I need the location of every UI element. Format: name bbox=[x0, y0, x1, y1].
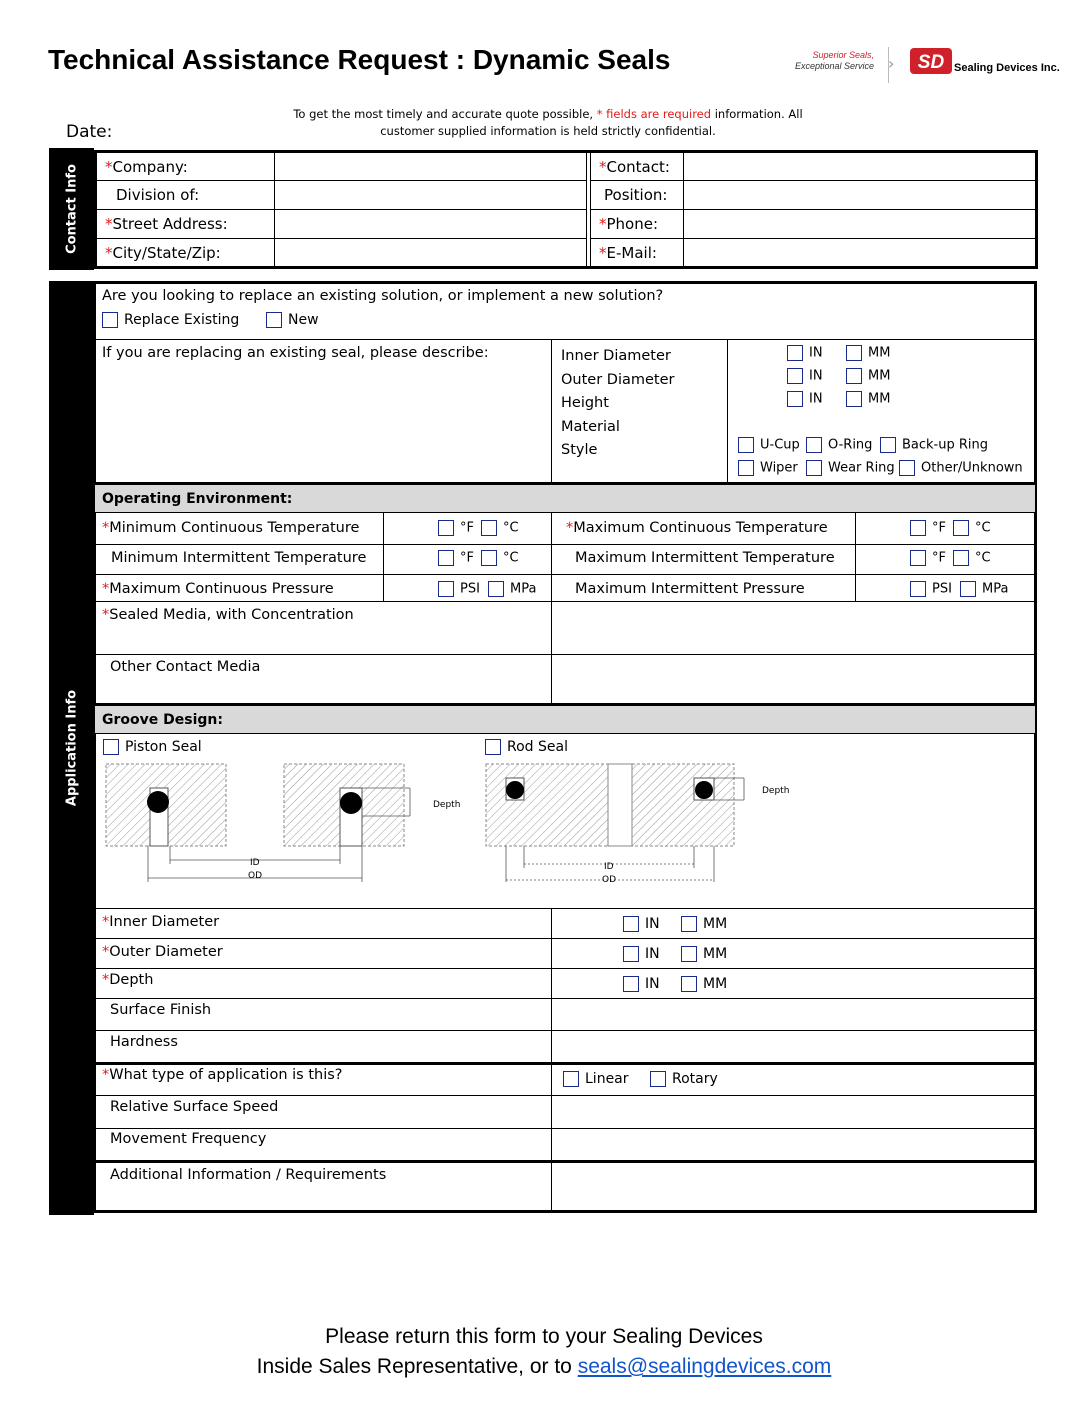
company-logo-icon bbox=[910, 48, 952, 74]
application-info-sidebar bbox=[49, 281, 94, 1215]
max-cont-press-psi[interactable]: PSI bbox=[438, 581, 480, 597]
groove-id-in[interactable]: IN bbox=[623, 916, 660, 932]
hardness-label: Hardness bbox=[110, 1034, 178, 1050]
logo-letters: SD bbox=[917, 52, 945, 73]
groove-depth-mm[interactable]: MM bbox=[681, 976, 727, 992]
od-mm-option[interactable]: MM bbox=[846, 368, 890, 384]
rod-depth-label: Depth bbox=[762, 786, 790, 796]
other-media-field[interactable] bbox=[552, 655, 1036, 703]
groove-inner-diameter-label: *Inner Diameter bbox=[102, 914, 220, 930]
contact-field[interactable] bbox=[684, 152, 1037, 181]
intro-text bbox=[290, 106, 806, 140]
phone-label: *Phone: bbox=[591, 210, 684, 239]
piston-seal-option[interactable]: Piston Seal bbox=[103, 739, 202, 755]
min-int-temp-label: Minimum Intermittent Temperature bbox=[111, 550, 367, 566]
other-media-label: Other Contact Media bbox=[110, 659, 261, 675]
min-int-temp-c[interactable]: °C bbox=[481, 550, 519, 566]
city-state-zip-label: *City/State/Zip: bbox=[96, 239, 275, 268]
date-label: Date: bbox=[66, 122, 113, 142]
replace-existing-checkbox[interactable] bbox=[102, 312, 118, 328]
groove-depth-label: *Depth bbox=[102, 972, 154, 988]
surface-speed-field[interactable] bbox=[552, 1096, 1036, 1128]
footer-line2: Inside Sales Representative, or to seals@sealingdevices.com bbox=[256, 1355, 832, 1378]
piston-seal-checkbox[interactable] bbox=[103, 739, 119, 755]
style-o-ring[interactable]: O-Ring bbox=[806, 437, 872, 453]
phone-field[interactable] bbox=[684, 210, 1037, 239]
position-label: Position: bbox=[591, 181, 684, 210]
new-option[interactable]: New bbox=[266, 312, 319, 328]
rod-id-label: ID bbox=[604, 862, 614, 872]
footer-text bbox=[0, 1322, 1088, 1382]
piston-depth-label: Depth bbox=[433, 800, 461, 810]
max-int-press-label: Maximum Intermittent Pressure bbox=[575, 581, 805, 597]
company-field[interactable] bbox=[275, 152, 587, 181]
application-info-label: Application Info bbox=[64, 689, 79, 807]
contact-info-sidebar bbox=[49, 148, 94, 270]
linear-checkbox[interactable] bbox=[563, 1071, 579, 1087]
dim-material: Material bbox=[561, 418, 620, 435]
contact-table bbox=[94, 150, 1038, 269]
id-in-option[interactable]: IN bbox=[787, 345, 823, 361]
contact-label: *Contact: bbox=[591, 152, 684, 181]
groove-design-header: Groove Design: bbox=[95, 703, 1035, 734]
email-label: *E-Mail: bbox=[591, 239, 684, 268]
id-mm-option[interactable]: MM bbox=[846, 345, 890, 361]
max-cont-temp-f[interactable]: °F bbox=[910, 520, 946, 536]
piston-od-label: OD bbox=[248, 871, 263, 881]
additional-info-label: Additional Information / Requirements bbox=[110, 1167, 387, 1183]
rotary-checkbox[interactable] bbox=[650, 1071, 666, 1087]
tagline-line1: Superior Seals, bbox=[812, 50, 874, 60]
style-back-up-ring[interactable]: Back-up Ring bbox=[880, 437, 988, 453]
groove-id-mm[interactable]: MM bbox=[681, 916, 727, 932]
chevron-right-icon: › bbox=[888, 54, 895, 73]
city-state-zip-field[interactable] bbox=[275, 239, 587, 268]
rod-seal-option[interactable]: Rod Seal bbox=[485, 739, 568, 755]
surface-speed-label: Relative Surface Speed bbox=[110, 1099, 279, 1115]
max-cont-temp-c[interactable]: °C bbox=[953, 520, 991, 536]
division-label: Division of: bbox=[96, 181, 275, 210]
groove-od-in[interactable]: IN bbox=[623, 946, 660, 962]
height-in-option[interactable]: IN bbox=[787, 391, 823, 407]
max-int-temp-label: Maximum Intermittent Temperature bbox=[575, 550, 835, 566]
max-int-temp-f[interactable]: °F bbox=[910, 550, 946, 566]
min-cont-temp-c[interactable]: °C bbox=[481, 520, 519, 536]
surface-finish-field[interactable] bbox=[552, 999, 1036, 1030]
min-cont-temp-f[interactable]: °F bbox=[438, 520, 474, 536]
intro-required: * fields are required bbox=[596, 107, 712, 121]
min-int-temp-f[interactable]: °F bbox=[438, 550, 474, 566]
replace-existing-option[interactable]: Replace Existing bbox=[102, 312, 239, 328]
intro-part1: To get the most timely and accurate quote possible, bbox=[293, 107, 594, 121]
company-label: *Company: bbox=[96, 152, 275, 181]
app-type-label: *What type of application is this? bbox=[102, 1067, 343, 1083]
describe-prompt: If you are replacing an existing seal, please describe: bbox=[102, 345, 489, 361]
dim-height: Height bbox=[561, 395, 609, 411]
groove-depth-in[interactable]: IN bbox=[623, 976, 660, 992]
contact-info-label: Contact Info bbox=[64, 164, 79, 254]
style-u-cup[interactable]: U-Cup bbox=[738, 437, 800, 453]
style-wear-ring[interactable]: Wear Ring bbox=[806, 460, 895, 476]
max-int-press-mpa[interactable]: MPa bbox=[960, 581, 1008, 597]
rod-od-label: OD bbox=[602, 875, 617, 885]
piston-id-label: ID bbox=[250, 858, 260, 868]
new-checkbox[interactable] bbox=[266, 312, 282, 328]
rod-seal-checkbox[interactable] bbox=[485, 739, 501, 755]
max-int-temp-c[interactable]: °C bbox=[953, 550, 991, 566]
groove-outer-diameter-label: *Outer Diameter bbox=[102, 944, 223, 960]
piston-seal-diagram bbox=[100, 758, 480, 886]
movement-frequency-label: Movement Frequency bbox=[110, 1131, 267, 1147]
company-name: Sealing Devices Inc. bbox=[954, 62, 1060, 74]
od-in-option[interactable]: IN bbox=[787, 368, 823, 384]
solution-question: Are you looking to replace an existing solution, or implement a new solution? bbox=[102, 288, 664, 304]
rotary-option[interactable]: Rotary bbox=[650, 1071, 718, 1087]
style-other-unknown[interactable]: Other/Unknown bbox=[899, 460, 1023, 476]
email-link[interactable]: seals@sealingdevices.com bbox=[577, 1355, 832, 1378]
sealed-media-label: *Sealed Media, with Concentration bbox=[102, 607, 354, 623]
footer-line1: Please return this form to your Sealing Devices bbox=[325, 1325, 763, 1348]
movement-frequency-field[interactable] bbox=[552, 1129, 1036, 1160]
page-title: Technical Assistance Request : Dynamic Seals bbox=[48, 44, 671, 75]
sealed-media-field[interactable] bbox=[552, 602, 1036, 654]
street-address-field[interactable] bbox=[275, 210, 587, 239]
style-wiper[interactable]: Wiper bbox=[738, 460, 798, 476]
linear-option[interactable]: Linear bbox=[563, 1071, 629, 1087]
hardness-field[interactable] bbox=[552, 1031, 1036, 1062]
dimension-labels bbox=[561, 345, 674, 463]
min-cont-temp-label: *Minimum Continuous Temperature bbox=[102, 520, 360, 536]
max-cont-press-mpa[interactable]: MPa bbox=[488, 581, 536, 597]
tagline bbox=[795, 50, 874, 72]
max-int-press-psi[interactable]: PSI bbox=[910, 581, 952, 597]
street-address-label: *Street Address: bbox=[96, 210, 275, 239]
division-field[interactable] bbox=[275, 181, 587, 210]
intro-part2: information. All customer supplied information is held strictly confidential. bbox=[380, 107, 803, 138]
height-mm-option[interactable]: MM bbox=[846, 391, 890, 407]
additional-info-field[interactable] bbox=[552, 1163, 1036, 1211]
groove-od-mm[interactable]: MM bbox=[681, 946, 727, 962]
tagline-line2: Exceptional Service bbox=[794, 61, 874, 71]
surface-finish-label: Surface Finish bbox=[110, 1002, 212, 1018]
dim-inner-diameter: Inner Diameter bbox=[561, 348, 671, 364]
dim-style: Style bbox=[561, 442, 598, 458]
operating-environment-header: Operating Environment: bbox=[95, 482, 1035, 513]
rod-seal-diagram bbox=[482, 758, 812, 888]
max-cont-press-label: *Maximum Continuous Pressure bbox=[102, 581, 334, 597]
email-field[interactable] bbox=[684, 239, 1037, 268]
max-cont-temp-label: *Maximum Continuous Temperature bbox=[566, 520, 828, 536]
position-field[interactable] bbox=[684, 181, 1037, 210]
dim-outer-diameter: Outer Diameter bbox=[561, 371, 675, 388]
